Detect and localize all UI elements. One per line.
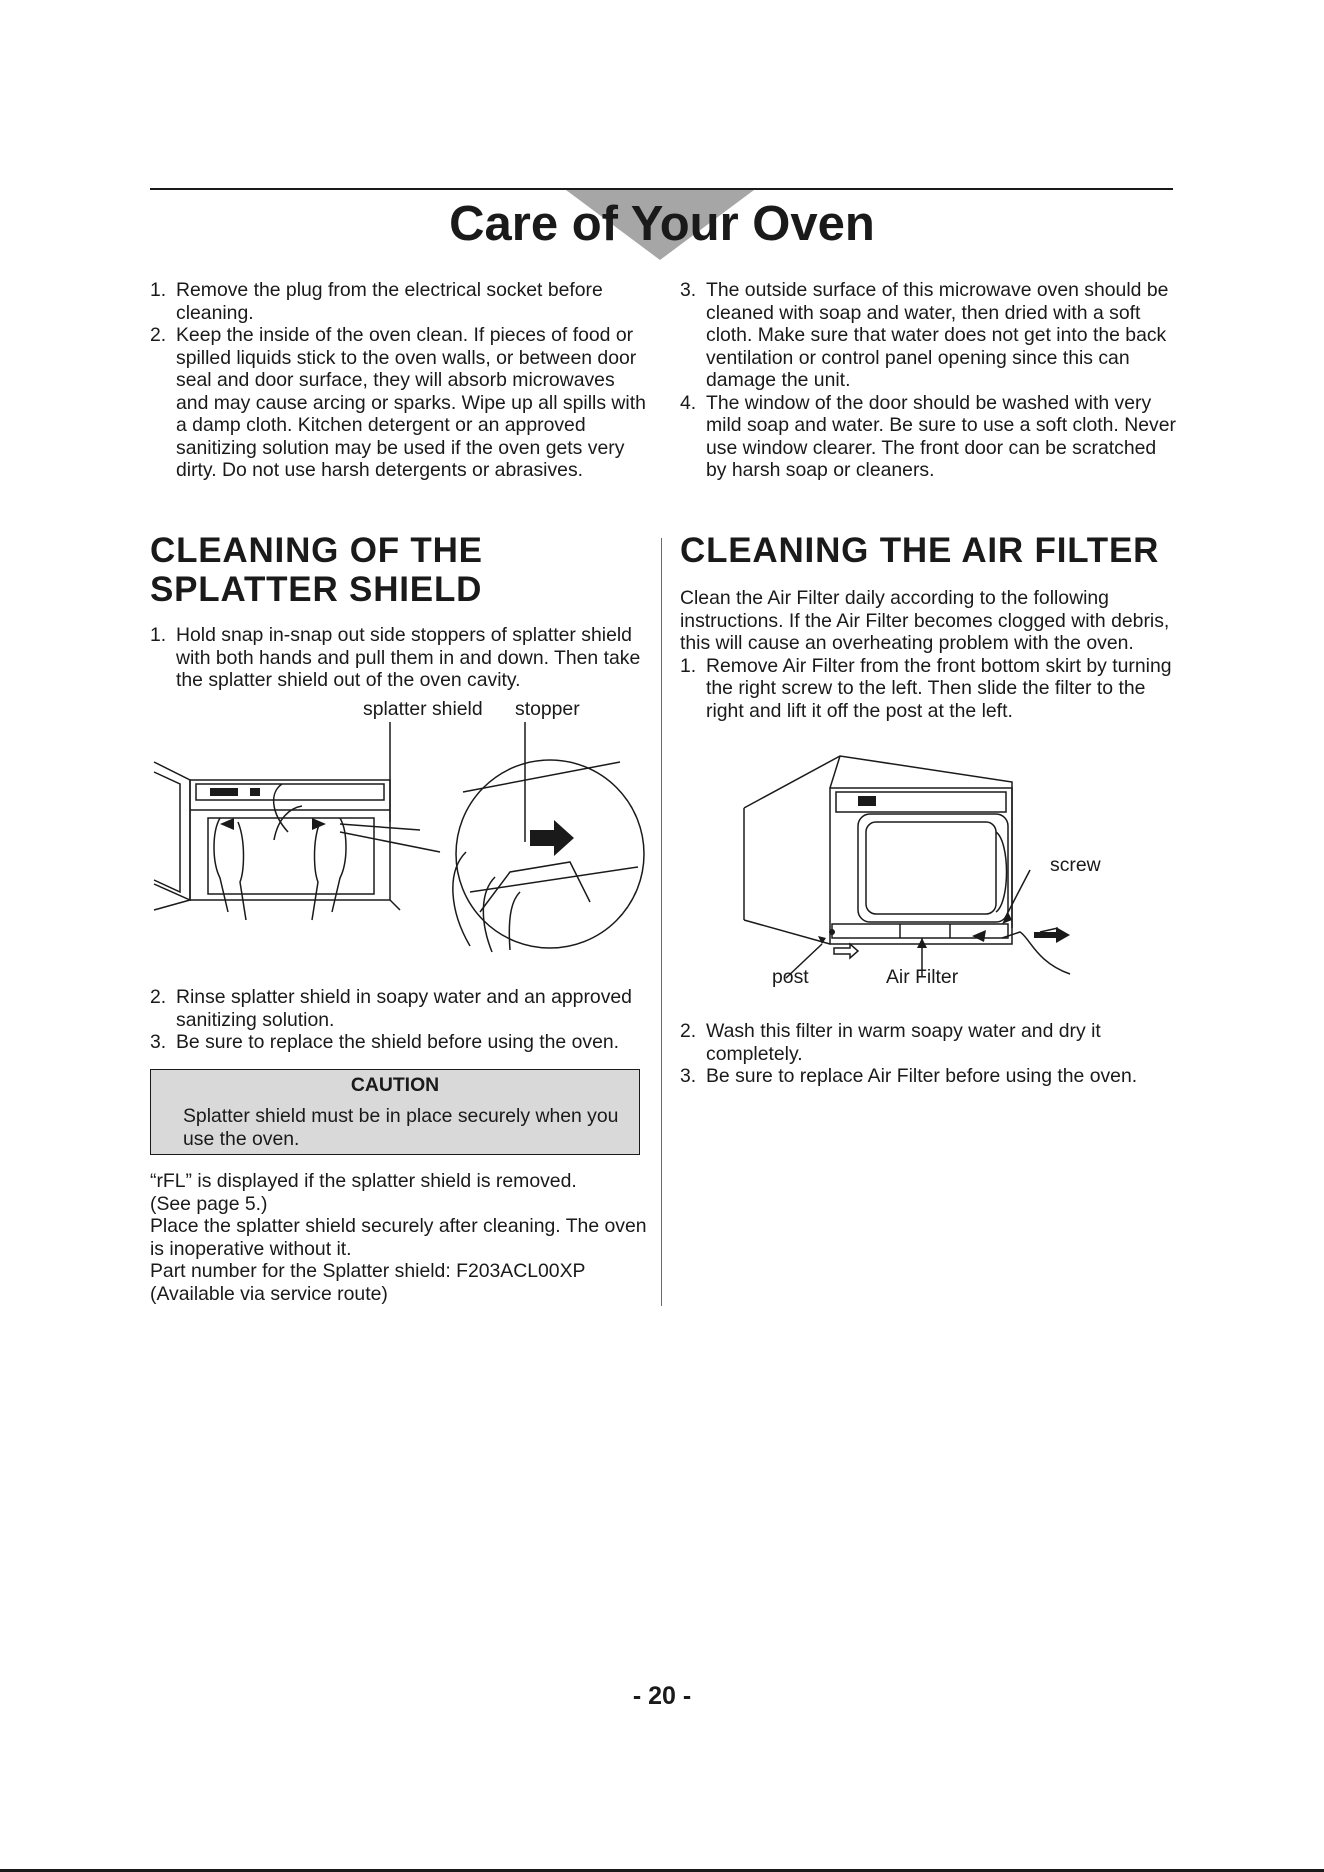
page-number: - 20 - (632, 1682, 692, 1710)
list-item: 3. Be sure to replace Air Filter before using the oven. (680, 1065, 1138, 1087)
note-line: (See page 5.) (150, 1192, 268, 1215)
label-stopper: stopper (515, 698, 580, 720)
intro-right-column (680, 279, 1180, 482)
air-filter-steps-after (680, 1020, 1180, 1088)
air-filter-intro (680, 587, 1180, 722)
splatter-steps-after (150, 986, 650, 1054)
list-item: 3. Be sure to replace the shield before using the oven. (150, 1031, 620, 1053)
air-filter-intro-text: Clean the Air Filter daily according to the following instructions. If the Air Filter becomes clogged with debris, this will cause an overheating problem with the oven. (680, 587, 1170, 654)
section-heading-splatter: CLEANING OF THE SPLATTER SHIELD (150, 531, 483, 609)
section-heading-air-filter: CLEANING THE AIR FILTER (680, 531, 1160, 570)
splatter-section-header (150, 532, 650, 609)
list-item: 4. The window of the door should be washed with very mild soap and water. Be sure to use a soft cloth. Never use window clearer. The front door can be scratched by harsh soap or cleaners. (680, 391, 1176, 481)
splatter-notes (150, 1170, 650, 1305)
label-splatter-shield: splatter shield (363, 698, 483, 720)
splatter-step-1 (150, 624, 650, 692)
list-item: 1. Remove Air Filter from the front bottom skirt by turning the right screw to the left. Then slide the filter to the right and lift it off the post at the left. (680, 654, 1172, 722)
column-divider (661, 538, 662, 1306)
caution-box (150, 1069, 640, 1155)
list-item: 1. Remove the plug from the electrical socket before cleaning. (150, 279, 603, 324)
label-air-filter: Air Filter (886, 966, 959, 988)
list-item: 2. Wash this filter in warm soapy water and dry it completely. (680, 1020, 1101, 1065)
note-line: Part number for the Splatter shield: F203ACL00XP (150, 1260, 586, 1282)
intro-left-column (150, 279, 650, 482)
splatter-shield-illustration (150, 722, 648, 980)
label-screw: screw (1050, 854, 1101, 876)
list-item: 3. The outside surface of this microwave oven should be cleaned with soap and water, then dried with a soft cloth. Make sure that water does not get into the back ventilation or control panel opening since this can damage the unit. (680, 279, 1169, 391)
caution-title: CAUTION (350, 1074, 440, 1096)
list-item: 2. Rinse splatter shield in soapy water and an approved sanitizing solution. (150, 986, 632, 1031)
page-title: Care of Your Oven (449, 197, 875, 251)
air-filter-section-header (680, 532, 1180, 571)
list-item: 1. Hold snap in-snap out side stoppers of splatter shield with both hands and pull them in and down. Then take the splatter shield out of the oven cavity. (150, 624, 641, 691)
caution-text: Splatter shield must be in place securely when you use the oven. (183, 1105, 619, 1150)
note-line: “rFL” is displayed if the splatter shield is removed. (150, 1170, 577, 1192)
list-item: 2. Keep the inside of the oven clean. If pieces of food or spilled liquids stick to the oven walls, or between door seal and door surface, they will absorb microwaves and may cause arcing or sparks. Wipe up all spills with a damp cloth. Kitchen detergent or an approved sanitizing solution may be used if the oven gets very dirty. Do not use harsh detergents or abrasives. (150, 324, 646, 481)
label-post: post (772, 966, 809, 988)
note-line: (Available via service route) (150, 1282, 388, 1305)
note-line: Place the splatter shield securely after cleaning. The oven is inoperative without it. (150, 1215, 647, 1260)
